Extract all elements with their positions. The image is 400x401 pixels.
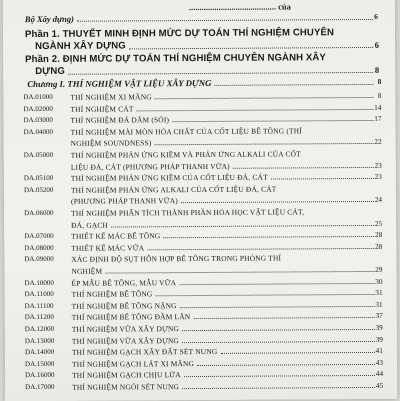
entry-code: DA.08000: [24, 243, 54, 252]
page-number: 6: [374, 39, 380, 50]
entry-title: THÍ NGHIỆM PHẢN ỨNG ALKALI CỦA CỐT LIỆU ĐÁ, CÁT: [70, 184, 277, 195]
part-title-cont: NGÀNH XÂY DỰNG: [35, 40, 126, 53]
part-heading: [3, 27, 395, 41]
page-number: 41: [375, 346, 383, 356]
toc-entry: [5, 380, 397, 392]
page-number: 44: [375, 369, 384, 379]
leader-dots: [220, 352, 375, 354]
entry-title-cont: NGHIỆM SOUNDNESS): [70, 138, 152, 149]
page-number: 45: [375, 380, 384, 390]
entry-title: THÍ NGHIỆM BÊ TÔNG NẶNG: [71, 300, 177, 311]
page-number: 22: [374, 137, 382, 147]
entry-title: THÍ NGHIỆM ĐÁ DĂM (SỎI): [70, 115, 170, 125]
toc-entry: [5, 322, 397, 334]
part-title: Phần 1. THUYẾT MINH ĐỊNH MỨC DỰ TOÁN THÍ NGHIỆM CHUYÊN: [24, 27, 334, 41]
leader-dots: [155, 143, 374, 145]
continuation-text: Bộ Xây dựng): [24, 13, 74, 25]
entry-title: THÍ NGHIỆM GẠCH CHỊU LỬA: [72, 370, 181, 381]
part-title-cont: DỰNG: [35, 65, 65, 78]
entry-title: ÉP MẪU BÊ TÔNG, MẪU VỮA: [71, 277, 177, 288]
page-number: 17: [374, 114, 382, 124]
page-number: 25: [374, 218, 383, 228]
toc-entry: [4, 172, 396, 183]
leader-dots: [182, 387, 375, 389]
entry-code: DA.01000: [23, 92, 53, 102]
toc-entry-continuation: [4, 218, 396, 230]
entry-title: THIẾT KẾ MÁC VỮA: [71, 243, 145, 253]
leader-dots: [111, 225, 374, 228]
part-title: Phần 2. ĐỊNH MỨC DỰ TOÁN THÍ NGHIỆM CHUYÊN NGÀNH XÂY: [25, 52, 326, 66]
toc-entry: [5, 299, 397, 311]
entry-title: THÍ NGHIỆM NGÓI SÉT NUNG: [72, 382, 180, 392]
leader-dots: [77, 19, 373, 22]
entry-code: DA.15000: [24, 359, 55, 368]
page-number: 30: [375, 276, 383, 286]
toc-entry: [4, 276, 396, 288]
toc-continuation-line2: [3, 11, 395, 25]
chapter-title: Chương I. THÍ NGHIỆM VẬT LIỆU XÂY DỰNG: [27, 77, 212, 90]
leader-dots: [180, 306, 375, 308]
page-number: 43: [375, 357, 384, 367]
toc-entry: [4, 184, 396, 195]
page-number: 37: [375, 311, 383, 321]
entry-code: DA.04000: [23, 127, 53, 136]
toc-entry: [4, 241, 396, 253]
toc-entry: [3, 102, 395, 114]
page-number: 28: [374, 241, 383, 251]
entry-code: DA.05200: [23, 185, 54, 194]
entry-title: THÍ NGHIỆM PHẢN ỨNG KIỀM CỦA CỐT LIỆU ĐÁ, CÁT: [70, 172, 268, 183]
leader-dots: [182, 329, 375, 331]
entry-code: DA.12000: [24, 324, 55, 334]
leader-dots: [155, 97, 374, 99]
entry-title: THÍ NGHIỆM CÁT: [70, 103, 134, 114]
leader-dots: [184, 375, 375, 377]
entry-code: DA.03000: [23, 116, 53, 125]
leader-dots: [179, 283, 374, 285]
leader-dots: [193, 317, 374, 319]
table-of-contents-page: [3, 0, 397, 401]
toc-entry: [4, 230, 396, 241]
entry-code: DA.07000: [24, 232, 54, 241]
entry-code: DA.05000: [23, 150, 54, 160]
leader-dots: [233, 167, 374, 169]
toc-continuation: [3, 1, 395, 13]
entry-code: DA.06000: [24, 208, 54, 218]
entry-code: DA.16000: [25, 371, 55, 380]
toc-entry: [5, 346, 397, 357]
page-number: 6: [374, 11, 378, 21]
entry-code: DA.11000: [24, 290, 54, 299]
page-number: 28: [374, 230, 383, 240]
toc-entry: [4, 207, 396, 218]
entry-title: THÍ NGHIỆM BÊ TÔNG ĐẦM LĂN: [71, 312, 191, 323]
leader-dots: [182, 341, 375, 343]
page-number: 24: [374, 195, 383, 205]
entry-title: THÍ NGHIỆM PHẢN ỨNG KIỀM VÀ PHẢN ỨNG ALKALI CỦA CỐT: [70, 149, 301, 160]
entry-title: THIẾT KẾ MÁC BÊ TÔNG: [71, 231, 161, 241]
page-number: 29: [375, 264, 383, 274]
leader-dots: [181, 201, 374, 203]
page-number: 31: [375, 288, 383, 298]
entry-code: DA.10000: [24, 278, 54, 287]
entry-code: DA.11200: [24, 313, 54, 322]
entry-title: THÍ NGHIỆM PHÂN TÍCH THÀNH PHẦN HÓA HỌC VẬT LIỆU CÁT,: [71, 207, 305, 218]
toc-entry-continuation: [4, 195, 396, 207]
toc-entry: [5, 311, 397, 323]
toc-entry: [4, 253, 396, 265]
page-number: 23: [374, 160, 382, 170]
toc-entry: [4, 126, 396, 137]
entry-title: THÍ NGHIỆM XI MĂNG: [70, 92, 152, 102]
entry-title: THÍ NGHIỆM MÀI MÒN HÓA CHẤT CỦA CỐT LIỆU BÊ TÔNG (THÍ: [70, 126, 302, 137]
toc-entry: [5, 334, 397, 346]
toc-entry: [3, 90, 395, 102]
entry-title-cont: ĐÁ, GẠCH: [71, 220, 109, 230]
entry-title: THÍ NGHIỆM BÊ TÔNG: [71, 289, 153, 299]
leader-dots: [68, 72, 373, 75]
toc-entry: [4, 149, 396, 160]
leader-dots: [137, 109, 374, 111]
entry-title: THÍ NGHIỆM VỮA XÂY DỰNG: [71, 324, 180, 334]
toc-entry: [5, 357, 397, 369]
entry-code: DA.17000: [25, 382, 55, 392]
chapter-heading: [3, 76, 395, 90]
part-heading: [3, 52, 395, 66]
leader-dots: [147, 248, 374, 250]
leader-dots: [105, 271, 374, 274]
toc-entry: [3, 114, 395, 125]
entry-title-cont: NGHIỆM: [71, 266, 103, 276]
entry-title-cont: LIỆU ĐÁ, CÁT (PHƯƠNG PHÁP THANH VỮA): [70, 161, 230, 172]
entry-title: THÍ NGHIỆM VỮA XÂY DỰNG: [71, 335, 180, 346]
entry-title: THÍ NGHIỆM GẠCH LÁT XI MĂNG: [71, 358, 195, 369]
leader-dots: [215, 84, 374, 86]
page-number: 8: [374, 64, 380, 75]
page-number: 23: [374, 172, 382, 182]
entry-code: DA.11100: [24, 301, 54, 310]
continuation-tail: ......................................... của: [188, 1, 291, 13]
leader-dots: [129, 47, 373, 49]
toc-entry-continuation: [4, 264, 396, 276]
leader-dots: [172, 120, 373, 122]
leader-dots: [156, 294, 375, 296]
entry-code: DA.05100: [23, 174, 54, 183]
entry-title-cont: (PHƯƠNG PHÁP THANH VỮA): [70, 196, 178, 207]
page-number: 8: [377, 76, 382, 86]
toc-entry: [5, 288, 397, 299]
page-number: 39: [375, 334, 383, 344]
page-number: 8: [377, 90, 382, 100]
page-number: 14: [374, 102, 382, 112]
toc-entry-continuation: [4, 160, 396, 172]
toc-entry: [5, 369, 397, 381]
page-number: 39: [375, 322, 383, 332]
entry-code: DA.13000: [24, 336, 55, 345]
leader-dots: [163, 236, 374, 238]
entry-code: DA.09000: [24, 255, 54, 264]
entry-title: THÍ NGHIỆM GẠCH XÂY ĐẤT SÉT NUNG: [71, 347, 218, 357]
leader-dots: [271, 178, 374, 180]
entry-code: DA.02000: [23, 104, 53, 113]
toc-entry-continuation: [4, 137, 396, 149]
entry-title: XÁC ĐỊNH ĐỘ SỤT HỖN HỢP BÊ TÔNG TRONG PHÒNG THÍ: [71, 253, 282, 265]
page-number: 31: [375, 299, 383, 309]
entry-code: DA.14000: [24, 348, 55, 357]
leader-dots: [197, 364, 375, 366]
